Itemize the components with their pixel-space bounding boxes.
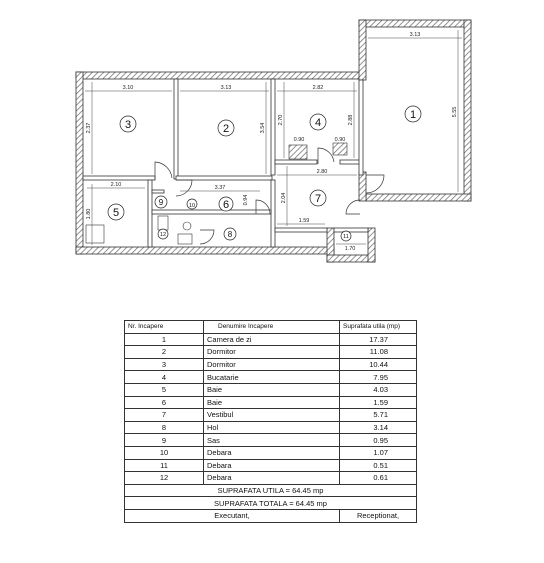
- dim-label: 2.37: [86, 122, 92, 134]
- row-name: Sas: [204, 434, 340, 447]
- dim-label: 0.90: [334, 137, 346, 143]
- signature-row: [125, 509, 417, 522]
- row-nr: 8: [125, 421, 204, 434]
- row-area: 5.71: [340, 409, 417, 422]
- row-nr: 9: [125, 434, 204, 447]
- room-number-12: 12: [159, 232, 167, 238]
- table-row: [125, 371, 417, 384]
- dim-label: 2.04: [281, 192, 287, 204]
- dim-label: 3.13: [220, 85, 232, 91]
- executant-label: Executant,: [125, 509, 340, 522]
- row-name: Baie: [204, 383, 340, 396]
- row-area: 3.14: [340, 421, 417, 434]
- row-nr: 1: [125, 333, 204, 346]
- row-area: 10.44: [340, 358, 417, 371]
- room-number-8: 8: [227, 230, 233, 239]
- total-overall: SUPRAFATA TOTALA = 64.45 mp: [125, 497, 417, 510]
- row-name: Vestibul: [204, 409, 340, 422]
- dim-label: 3.54: [260, 122, 266, 134]
- row-nr: 5: [125, 383, 204, 396]
- header-area: Suprafata utila (mp): [340, 321, 417, 334]
- dim-label: 5.55: [452, 106, 458, 118]
- dim-label: 3.13: [409, 32, 421, 38]
- table-row: [125, 446, 417, 459]
- dim-label: 3.10: [122, 85, 134, 91]
- row-area: 1.59: [340, 396, 417, 409]
- header-name: Denumire Incapere: [204, 321, 340, 334]
- row-nr: 7: [125, 409, 204, 422]
- row-name: Debara: [204, 459, 340, 472]
- row-area: 0.51: [340, 459, 417, 472]
- room-number-2: 2: [222, 123, 230, 135]
- row-nr: 2: [125, 346, 204, 359]
- dim-label: 2.70: [278, 114, 284, 126]
- dim-label: 2.10: [110, 182, 122, 188]
- row-name: Dormitor: [204, 346, 340, 359]
- room-number-4: 4: [314, 117, 322, 129]
- room-number-9: 9: [158, 198, 164, 207]
- room-number-7: 7: [314, 193, 322, 205]
- table-row: [125, 383, 417, 396]
- dim-label: 1.59: [298, 218, 310, 224]
- inner-walls: [83, 79, 368, 247]
- row-name: Bucatarie: [204, 371, 340, 384]
- row-nr: 11: [125, 459, 204, 472]
- dim-label: 1.80: [86, 208, 92, 220]
- row-nr: 6: [125, 396, 204, 409]
- row-area: 0.61: [340, 472, 417, 485]
- room-number-11: 11: [343, 234, 349, 240]
- table-row: [125, 333, 417, 346]
- header-nr: Nr. Incapere: [125, 321, 204, 334]
- row-area: 1.07: [340, 446, 417, 459]
- receptionat-label: Receptionat,: [340, 509, 417, 522]
- dim-label: 2.88: [348, 114, 354, 126]
- row-area: 17.37: [340, 333, 417, 346]
- room-number-5: 5: [112, 207, 120, 219]
- table-row: [125, 434, 417, 447]
- dim-label: 0.90: [293, 137, 305, 143]
- table-row: [125, 396, 417, 409]
- row-name: Dormitor: [204, 358, 340, 371]
- dim-label: 2.80: [316, 169, 328, 175]
- row-nr: 10: [125, 446, 204, 459]
- total-useful: SUPRAFATA UTILA = 64.45 mp: [125, 484, 417, 497]
- row-area: 4.03: [340, 383, 417, 396]
- row-name: Baie: [204, 396, 340, 409]
- row-nr: 3: [125, 358, 204, 371]
- table-row: [125, 421, 417, 434]
- table-header-row: [125, 321, 417, 334]
- dim-label: 1.70: [344, 246, 356, 252]
- row-nr: 4: [125, 371, 204, 384]
- total-overall-row: [125, 497, 417, 510]
- table-row: [125, 346, 417, 359]
- table-row: [125, 409, 417, 422]
- dim-label: 0.94: [243, 194, 249, 206]
- row-name: Debara: [204, 472, 340, 485]
- room-number-10: 10: [188, 203, 196, 209]
- row-area: 11.08: [340, 346, 417, 359]
- table-row: [125, 459, 417, 472]
- row-name: Hol: [204, 421, 340, 434]
- row-name: Debara: [204, 446, 340, 459]
- row-area: 7.95: [340, 371, 417, 384]
- row-name: Camera de zi: [204, 333, 340, 346]
- room-number-6: 6: [222, 199, 230, 211]
- row-nr: 12: [125, 472, 204, 485]
- table-row: [125, 472, 417, 485]
- room-number-1: 1: [409, 109, 417, 121]
- dim-label: 3.37: [214, 185, 226, 191]
- room-number-3: 3: [124, 119, 132, 131]
- table-row: [125, 358, 417, 371]
- total-useful-row: [125, 484, 417, 497]
- room-area-table: [124, 320, 417, 523]
- dim-label: 2.82: [312, 85, 324, 91]
- row-area: 0.95: [340, 434, 417, 447]
